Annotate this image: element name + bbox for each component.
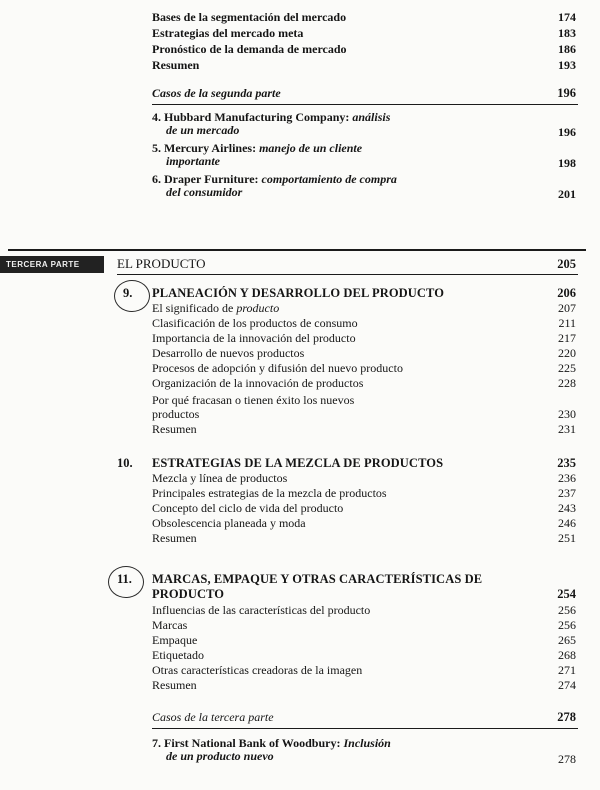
entry-page: 228 bbox=[558, 376, 576, 390]
case-company: Draper Furniture: bbox=[164, 172, 259, 186]
case-topic-cont: de un producto nuevo bbox=[166, 749, 274, 763]
entry-page: 271 bbox=[558, 663, 576, 677]
entry-page: 186 bbox=[558, 42, 576, 56]
case-page: 201 bbox=[558, 187, 576, 201]
chapter-number: 9. bbox=[123, 286, 133, 300]
case-company: Mercury Airlines: bbox=[164, 141, 257, 155]
entry-page: 183 bbox=[558, 26, 576, 40]
entry-page: 265 bbox=[558, 633, 576, 647]
chapter-number: 10. bbox=[117, 456, 133, 470]
part-page: 205 bbox=[557, 257, 576, 271]
divider bbox=[152, 728, 578, 729]
entry-page: 237 bbox=[558, 486, 576, 500]
case-company: First National Bank of Woodbury: bbox=[164, 736, 341, 750]
entry-page: 274 bbox=[558, 678, 576, 692]
entry-label: Por qué fracasan o tienen éxito los nuevos bbox=[152, 393, 355, 407]
case-number: 6. bbox=[152, 172, 161, 186]
part-rule bbox=[8, 249, 586, 251]
entry-label: Empaque bbox=[152, 633, 198, 647]
case-topic: comportamiento de compra bbox=[261, 172, 397, 186]
cases-page: 278 bbox=[557, 710, 576, 724]
entry-page: 230 bbox=[558, 407, 576, 421]
entry-page: 243 bbox=[558, 501, 576, 515]
case-company: Hubbard Manufacturing Company: bbox=[164, 110, 350, 124]
entry-page: 211 bbox=[558, 316, 576, 330]
divider bbox=[152, 104, 578, 105]
entry-label: Bases de la segmentación del mercado bbox=[152, 10, 347, 24]
entry-page: 251 bbox=[558, 531, 576, 545]
entry-page: 174 bbox=[558, 10, 576, 24]
chapter-number: 11. bbox=[117, 572, 132, 586]
entry-label: Resumen bbox=[152, 58, 200, 72]
entry-label: Estrategias del mercado meta bbox=[152, 26, 304, 40]
case-number: 5. bbox=[152, 141, 161, 155]
case-page: 196 bbox=[558, 125, 576, 139]
entry-label: Pronóstico de la demanda de mercado bbox=[152, 42, 347, 56]
case-topic: análisis bbox=[352, 110, 391, 124]
entry-page: 256 bbox=[558, 618, 576, 632]
case-page: 278 bbox=[558, 752, 576, 766]
cases-title: Casos de la segunda parte bbox=[152, 86, 281, 100]
chapter-title: MARCAS, EMPAQUE Y OTRAS CARACTERÍSTICAS DE bbox=[152, 572, 483, 586]
chapter-title: ESTRATEGIAS DE LA MEZCLA DE PRODUCTOS bbox=[152, 456, 444, 470]
case-topic: Inclusión bbox=[343, 736, 391, 750]
entry-page: 225 bbox=[558, 361, 576, 375]
entry-label: Clasificación de los productos de consumo bbox=[152, 316, 358, 330]
entry-page: 220 bbox=[558, 346, 576, 360]
case-number: 4. bbox=[152, 110, 161, 124]
entry-label: Procesos de adopción y difusión del nuevo producto bbox=[152, 361, 403, 375]
divider bbox=[117, 274, 578, 275]
chapter-page: 254 bbox=[557, 587, 576, 601]
entry-label: Obsolescencia planeada y moda bbox=[152, 516, 306, 530]
entry-label: Resumen bbox=[152, 422, 197, 436]
entry-label: Otras características creadoras de la imagen bbox=[152, 663, 363, 677]
entry-label: Resumen bbox=[152, 531, 197, 545]
case-page: 198 bbox=[558, 156, 576, 170]
entry-label: Mezcla y línea de productos bbox=[152, 471, 288, 485]
entry-page: 231 bbox=[558, 422, 576, 436]
entry-page: 268 bbox=[558, 648, 576, 662]
chapter-page: 206 bbox=[557, 286, 576, 300]
entry-label: Etiquetado bbox=[152, 648, 204, 662]
case-entry bbox=[152, 173, 397, 199]
entry-page: 236 bbox=[558, 471, 576, 485]
entry-label: Desarrollo de nuevos productos bbox=[152, 346, 305, 360]
entry-page: 246 bbox=[558, 516, 576, 530]
part-title: EL PRODUCTO bbox=[117, 256, 206, 271]
part-tag: TERCERA PARTE bbox=[0, 256, 104, 273]
chapter-title-cont: PRODUCTO bbox=[152, 587, 225, 601]
entry-label: Principales estrategias de la mezcla de productos bbox=[152, 486, 387, 500]
case-topic-cont: de un mercado bbox=[166, 123, 240, 137]
entry-label: Concepto del ciclo de vida del producto bbox=[152, 501, 344, 515]
case-topic: manejo de un cliente bbox=[259, 141, 363, 155]
chapter-page: 235 bbox=[557, 456, 576, 470]
entry-label: El significado de producto bbox=[152, 301, 280, 315]
case-entry bbox=[152, 737, 391, 763]
entry-page: 217 bbox=[558, 331, 576, 345]
case-entry bbox=[152, 142, 362, 168]
chapter-title: PLANEACIÓN Y DESARROLLO DEL PRODUCTO bbox=[152, 286, 445, 300]
entry-label-cont: productos bbox=[152, 407, 200, 421]
case-topic-cont: importante bbox=[166, 154, 221, 168]
entry-label: Influencias de las características del producto bbox=[152, 603, 371, 617]
case-number: 7. bbox=[152, 736, 161, 750]
case-topic-cont: del consumidor bbox=[166, 185, 243, 199]
cases-title: Casos de la tercera parte bbox=[152, 710, 274, 724]
entry-page: 207 bbox=[558, 301, 576, 315]
entry-page: 256 bbox=[558, 603, 576, 617]
entry-label: Importancia de la innovación del producto bbox=[152, 331, 356, 345]
cases-page: 196 bbox=[557, 86, 576, 100]
entry-label: Resumen bbox=[152, 678, 197, 692]
case-entry bbox=[152, 111, 390, 137]
entry-page: 193 bbox=[558, 58, 576, 72]
entry-label: Marcas bbox=[152, 618, 188, 632]
entry-label: Organización de la innovación de productos bbox=[152, 376, 364, 390]
